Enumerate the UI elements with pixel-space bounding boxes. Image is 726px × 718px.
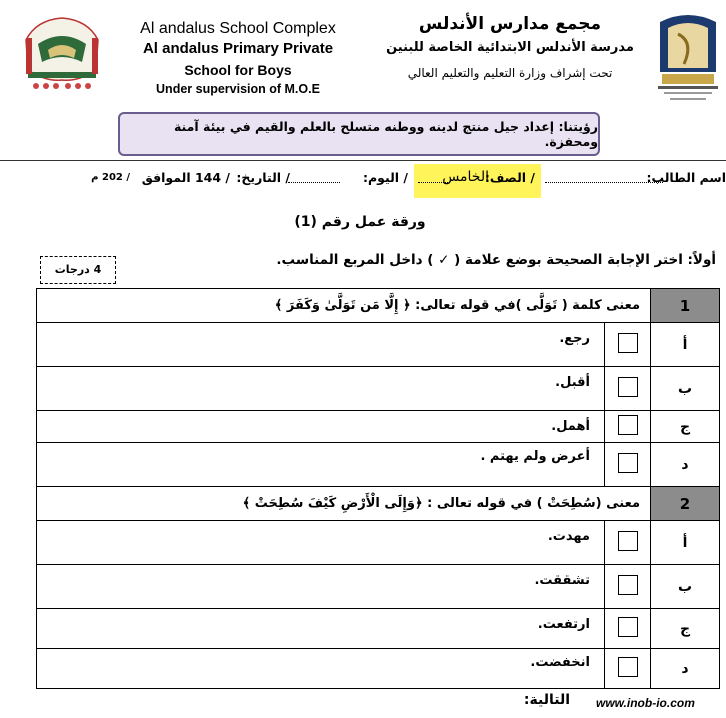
school-primary-en: Al andalus Primary Private xyxy=(142,40,334,57)
student-name-label: اسم الطالب: xyxy=(646,170,726,185)
option-2c-checkbox[interactable] xyxy=(618,617,638,637)
grade-box: 4 درجات xyxy=(40,256,116,284)
question-1-number: 1 xyxy=(651,289,720,323)
option-1c-checkbox[interactable] xyxy=(618,415,638,435)
class-label: / الصف: xyxy=(484,170,535,185)
option-1b-checkbox[interactable] xyxy=(618,377,638,397)
gregorian-year: / 202 م xyxy=(91,172,130,183)
hijri-year: / 144 الموافق xyxy=(141,170,230,185)
question-2-options xyxy=(36,520,720,689)
school-name-ar: مجمع مدارس الأندلس xyxy=(418,14,602,34)
question-2-text: معنى (سُطِحَتْ ) في قوله تعالى : ﴿وَإِلَى الْأَرْضِ كَيْفَ سُطِحَتْ ﴾ xyxy=(37,487,651,521)
option-1a-checkbox[interactable] xyxy=(618,333,638,353)
worksheet-title: ورقة عمل رقم (1) xyxy=(294,214,426,230)
option-1b-text: أقبل. xyxy=(37,367,605,411)
question-1-table xyxy=(36,288,720,323)
next-section-heading: التالية: xyxy=(523,692,570,708)
question-2-table xyxy=(36,486,720,521)
option-2d-checkbox[interactable] xyxy=(618,657,638,677)
question-2-number: 2 xyxy=(651,487,720,521)
option-1b-letter: ب xyxy=(651,367,720,411)
option-2d-letter: د xyxy=(651,649,720,689)
day-field[interactable] xyxy=(288,182,340,183)
option-2a-letter: أ xyxy=(651,521,720,565)
watermark: www.inob-io.com xyxy=(596,696,695,710)
supervision-ar: تحت إشراف وزارة التعليم والتعليم العالي xyxy=(407,66,613,80)
school-logo-left xyxy=(18,10,106,96)
school-type-en: School for Boys xyxy=(184,62,292,78)
school-primary-ar: مدرسة الأندلس الابتدائية الخاصة للبنين xyxy=(386,40,634,55)
question-1-text: معنى كلمة ( تَوَلَّى )في قوله تعالى: ﴿ إِلَّا مَن تَوَلَّىٰ وَكَفَرَ ﴾ xyxy=(37,289,651,323)
student-info-line xyxy=(0,164,726,198)
option-2c-letter: ج xyxy=(651,609,720,649)
day-label: / اليوم: xyxy=(363,170,408,185)
option-2d-text: انخفضت. xyxy=(37,649,605,689)
school-name-en: Al andalus School Complex xyxy=(140,20,336,37)
option-1d-text: أعرض ولم يهتم . xyxy=(37,443,605,487)
option-1d-checkbox[interactable] xyxy=(618,453,638,473)
option-2b-text: تشققت. xyxy=(37,565,605,609)
option-1a-text: رجع. xyxy=(37,323,605,367)
option-2b-letter: ب xyxy=(651,565,720,609)
option-2a-text: مهدت. xyxy=(37,521,605,565)
vision-statement: رؤيتنا: إعداد جيل منتج لدينه ووطنه متسلح بالعلم والقيم في بيئة آمنة ومحفزة. xyxy=(118,112,600,156)
option-1c-letter: ج xyxy=(651,411,720,443)
header-divider xyxy=(0,160,726,161)
class-field[interactable] xyxy=(414,164,541,198)
supervision-en: Under supervision of M.O.E xyxy=(156,82,320,96)
option-1a-letter: أ xyxy=(651,323,720,367)
school-logo-right xyxy=(654,12,722,104)
option-2b-checkbox[interactable] xyxy=(618,575,638,595)
option-1c-text: أهمل. xyxy=(37,411,605,443)
date-label: / التاريخ: xyxy=(236,170,290,185)
option-2a-checkbox[interactable] xyxy=(618,531,638,551)
option-1d-letter: د xyxy=(651,443,720,487)
option-2c-text: ارتفعت. xyxy=(37,609,605,649)
instruction-text: أولاً: اختر الإجابة الصحيحة بوضع علامة ( ✓ ) داخل المربع المناسب. xyxy=(276,252,716,268)
class-value: الخامس xyxy=(442,169,489,185)
student-name-field[interactable] xyxy=(545,182,663,183)
question-1-options xyxy=(36,322,720,487)
